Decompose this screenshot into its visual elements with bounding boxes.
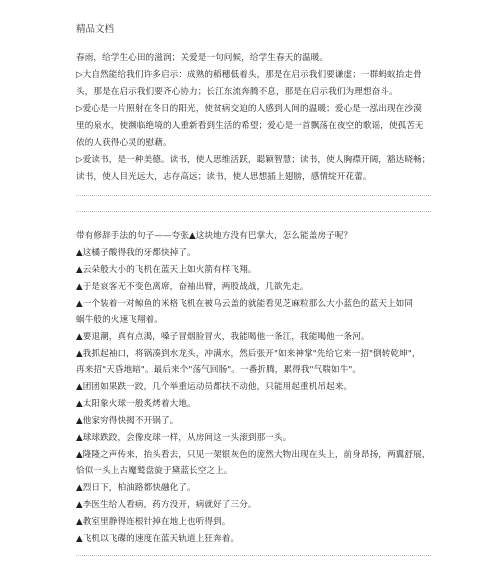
text-line: ▲隆隆之声传来，抬头看去，只见一架银灰色的庞然大物出现在头上，前身昂扬，两翼舒展，: [76, 450, 431, 460]
text-line: ▲飞机以飞碟的速度在蓝天轨道上狂奔着。: [76, 534, 240, 544]
text-line: ▷爱心是一片照射在冬日的阳光，使贫病交迫的人感到人间的温暖；爱心是一泓出现在沙漠: [76, 104, 422, 114]
text-line: 里的泉水，使濒临绝境的人重新看到生活的希望；爱心是一首飘荡在夜空的歌谣，使孤苦无: [76, 121, 424, 131]
page-header: 精品文档: [76, 24, 115, 35]
text-line: ▲一个装着一对鲸鱼的米格飞机在被乌云盖的就能看见芝麻粒那么大小蓝色的蓝天上如同: [76, 299, 414, 309]
dotted-divider: [76, 195, 431, 196]
text-line: 依的人获得心灵的慰藉。: [76, 138, 172, 148]
text-line: ▲太阳象火球一般炙烤着大地。: [76, 399, 196, 409]
text-line: ▲云朵般大小的飞机在蓝天上如火箭有样飞翔。: [76, 265, 257, 275]
dotted-divider: [76, 555, 431, 556]
text-line: ▲李医生给人看病，药方没开，病就好了三分。: [76, 500, 257, 510]
text-line: ▷大自然能给我们许多启示：成熟的稻穗低着头，那是在启示我们要谦虚；一群蚂蚁抬走骨: [76, 70, 422, 80]
dotted-divider: [76, 211, 431, 212]
text-line: ▷爱读书，是一种美德。读书，使人思维活跃，聪颖智慧；读书，使人胸襟开阔，豁达晓畅；: [76, 155, 431, 165]
text-line: 带有修辞手法的句子——夸张▲这块地方没有巴掌大，怎么能盖房子呢？: [76, 231, 353, 241]
text-line: 蜗牛般的火速飞翔着。: [76, 315, 163, 325]
text-line: ▲我抓起袖口，将锅凑到水龙头，冲满水，然后张开"如来神掌"先给它来一招"倒转乾坤"，: [76, 349, 421, 359]
text-line: 恰似一头上古魔鹫盘旋于黛蓝长空之上。: [76, 466, 233, 476]
text-line: ▲团团如果跌一跤，几个举重运动员都扶不动他，只能用起重机吊起来。: [76, 382, 353, 392]
text-line: ▲要退潮，真有点渴，嗓子冒烟脸冒火，我能喝他一条江，我能喝他一条河。: [76, 332, 370, 342]
text-line: ▲教室里静得连根针掉在地上也听得到。: [76, 517, 231, 527]
text-line: 头，那是在启示我们要齐心协力；长江东流奔腾不息，那是在启示我们为理想奋斗。: [76, 87, 398, 97]
text-line: 春雨，给学生心田的滋润；关爱是一句问候，给学生春天的温暖。: [76, 53, 329, 63]
text-line: ▲于是哀客无不变色离席，奋袖出臂，两股战战，几欲先走。: [76, 282, 309, 292]
text-line: ▲这橘子酸得我的牙都快掉了。: [76, 248, 196, 258]
text-line: ▲球球跌跤，会像皮球一样，从房间这一头滚到那一头。: [76, 433, 292, 443]
text-line: 再来招"天昏地暗"。最后来个"荡气回肠"。一番折腾，累得我"气喘如牛"。: [76, 365, 362, 375]
text-line: ▲他家穷得快揭不开锅了。: [76, 416, 179, 426]
text-line: ▲烈日下，柏油路都快融化了。: [76, 483, 196, 493]
text-line: 读书，使人目光远大，志存高远；读书，使人思想插上翅膀，感情绽开花蕾。: [76, 172, 372, 182]
